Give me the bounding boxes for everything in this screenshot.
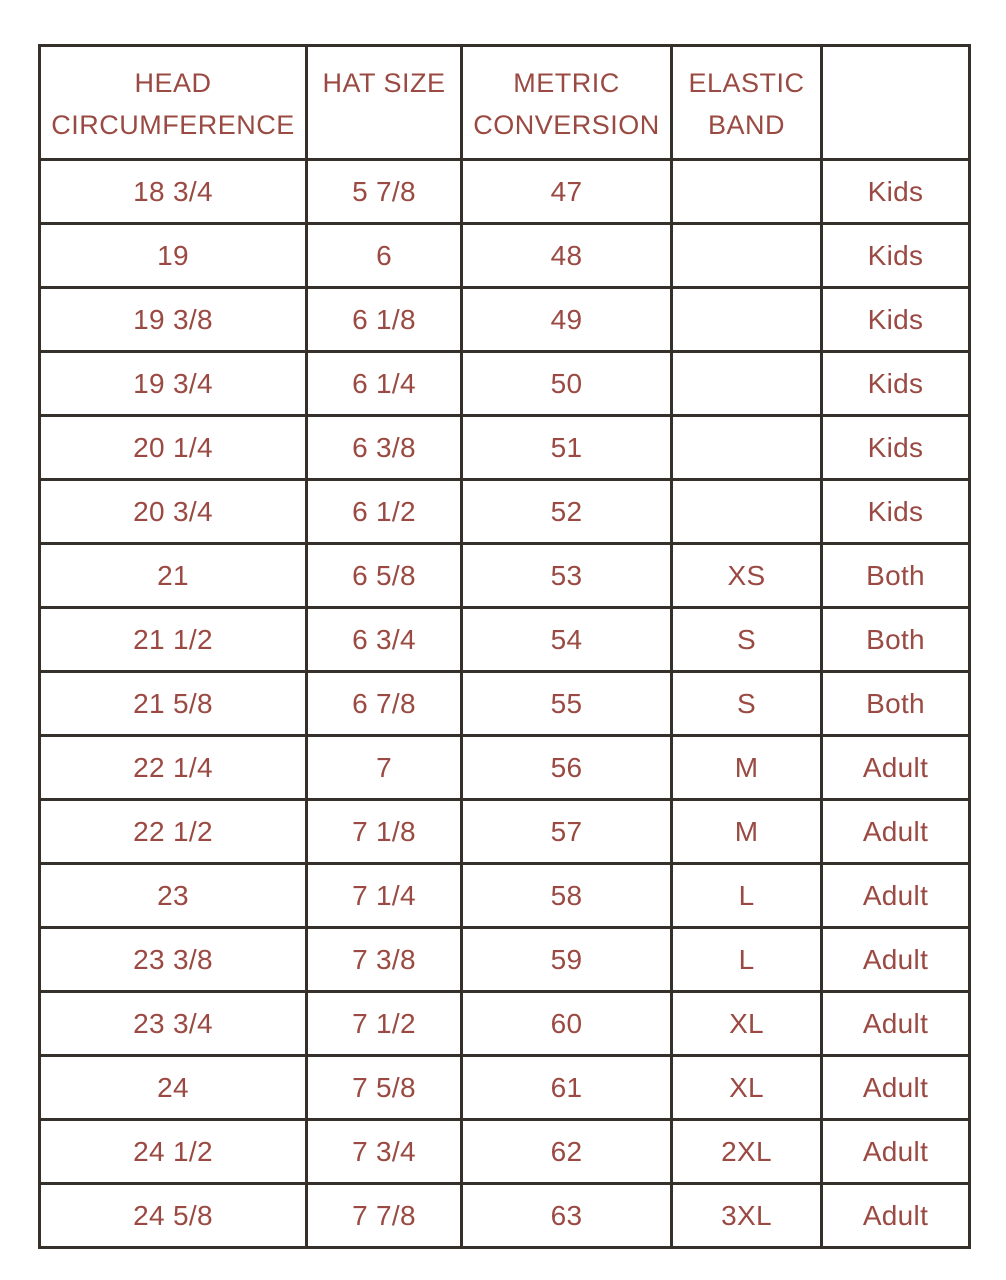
table-cell: 6 3/4 (307, 608, 462, 672)
table-row (40, 160, 970, 224)
table-cell: 24 5/8 (40, 1184, 307, 1248)
table-row (40, 1056, 970, 1120)
table-cell: 59 (462, 928, 672, 992)
table-cell: 7 3/4 (307, 1120, 462, 1184)
table-cell: 7 (307, 736, 462, 800)
table-cell: 20 1/4 (40, 416, 307, 480)
table-cell: Adult (822, 1120, 970, 1184)
table-row (40, 288, 970, 352)
table-cell: 53 (462, 544, 672, 608)
table-cell (672, 224, 822, 288)
table-cell: L (672, 928, 822, 992)
table-cell: Adult (822, 1184, 970, 1248)
table-cell: 55 (462, 672, 672, 736)
table-cell: 57 (462, 800, 672, 864)
table-row (40, 672, 970, 736)
table-cell: Adult (822, 1056, 970, 1120)
table-cell: 63 (462, 1184, 672, 1248)
table-cell: 7 1/2 (307, 992, 462, 1056)
table-cell (672, 480, 822, 544)
table-cell: 6 1/4 (307, 352, 462, 416)
table-cell: 7 5/8 (307, 1056, 462, 1120)
table-cell: Kids (822, 160, 970, 224)
table-cell: S (672, 672, 822, 736)
header-row (40, 46, 970, 160)
table-cell: 19 3/8 (40, 288, 307, 352)
table-cell: 7 1/4 (307, 864, 462, 928)
table-cell: 18 3/4 (40, 160, 307, 224)
table-cell: 47 (462, 160, 672, 224)
table-cell: 23 3/4 (40, 992, 307, 1056)
table-cell (672, 352, 822, 416)
table-cell: 23 (40, 864, 307, 928)
table-cell: 62 (462, 1120, 672, 1184)
table-cell: 6 1/8 (307, 288, 462, 352)
table-cell: Kids (822, 224, 970, 288)
table-cell: Adult (822, 736, 970, 800)
table-cell: 50 (462, 352, 672, 416)
table-cell: Adult (822, 992, 970, 1056)
table-cell: Kids (822, 416, 970, 480)
table-cell: 24 1/2 (40, 1120, 307, 1184)
table-cell: 21 5/8 (40, 672, 307, 736)
table-cell: Adult (822, 864, 970, 928)
table-row (40, 416, 970, 480)
table-row (40, 992, 970, 1056)
table-row (40, 352, 970, 416)
table-cell: Both (822, 672, 970, 736)
table-cell: 7 7/8 (307, 1184, 462, 1248)
table-cell: 24 (40, 1056, 307, 1120)
header-cell-empty (822, 46, 970, 160)
table-row (40, 928, 970, 992)
table-cell: M (672, 800, 822, 864)
table-row (40, 544, 970, 608)
table-cell: 23 3/8 (40, 928, 307, 992)
table-cell: S (672, 608, 822, 672)
table-cell: Kids (822, 352, 970, 416)
table-cell: 49 (462, 288, 672, 352)
table-cell: Both (822, 608, 970, 672)
table-cell: 22 1/2 (40, 800, 307, 864)
table-cell: 52 (462, 480, 672, 544)
table-cell: M (672, 736, 822, 800)
header-cell-head-circumference: HEAD CIRCUMFERENCE (40, 46, 307, 160)
table-cell: Kids (822, 480, 970, 544)
table-row (40, 864, 970, 928)
table-row (40, 480, 970, 544)
table-row (40, 800, 970, 864)
table-cell: 6 (307, 224, 462, 288)
table-cell: 56 (462, 736, 672, 800)
table-cell: Kids (822, 288, 970, 352)
table-cell: 7 3/8 (307, 928, 462, 992)
table-cell: 6 1/2 (307, 480, 462, 544)
table-cell: 61 (462, 1056, 672, 1120)
table-cell: L (672, 864, 822, 928)
table-cell: 19 (40, 224, 307, 288)
table-cell: 3XL (672, 1184, 822, 1248)
table-row (40, 1184, 970, 1248)
table-row (40, 608, 970, 672)
table-cell: Adult (822, 928, 970, 992)
header-cell-elastic-band: ELASTIC BAND (672, 46, 822, 160)
table-cell: 6 3/8 (307, 416, 462, 480)
table-cell: 54 (462, 608, 672, 672)
table-cell (672, 160, 822, 224)
table-cell: 48 (462, 224, 672, 288)
table-row (40, 224, 970, 288)
table-cell: 6 7/8 (307, 672, 462, 736)
header-cell-metric-conversion: METRIC CONVERSION (462, 46, 672, 160)
table-cell: 21 (40, 544, 307, 608)
hat-size-table (38, 44, 971, 1249)
table-cell: 7 1/8 (307, 800, 462, 864)
header-cell-hat-size: HAT SIZE (307, 46, 462, 160)
table-row (40, 736, 970, 800)
table-cell: Adult (822, 800, 970, 864)
table-cell: 6 5/8 (307, 544, 462, 608)
table-cell (672, 288, 822, 352)
table-header (40, 46, 970, 160)
table-cell (672, 416, 822, 480)
table-cell: 2XL (672, 1120, 822, 1184)
table-cell: XL (672, 1056, 822, 1120)
table-cell: 58 (462, 864, 672, 928)
table-cell: 20 3/4 (40, 480, 307, 544)
table-cell: 5 7/8 (307, 160, 462, 224)
table-cell: XL (672, 992, 822, 1056)
table-cell: 22 1/4 (40, 736, 307, 800)
table-cell: XS (672, 544, 822, 608)
table-cell: 51 (462, 416, 672, 480)
table-row (40, 1120, 970, 1184)
table-cell: 60 (462, 992, 672, 1056)
table-body (40, 160, 970, 1248)
table-cell: 19 3/4 (40, 352, 307, 416)
table-cell: 21 1/2 (40, 608, 307, 672)
table-cell: Both (822, 544, 970, 608)
